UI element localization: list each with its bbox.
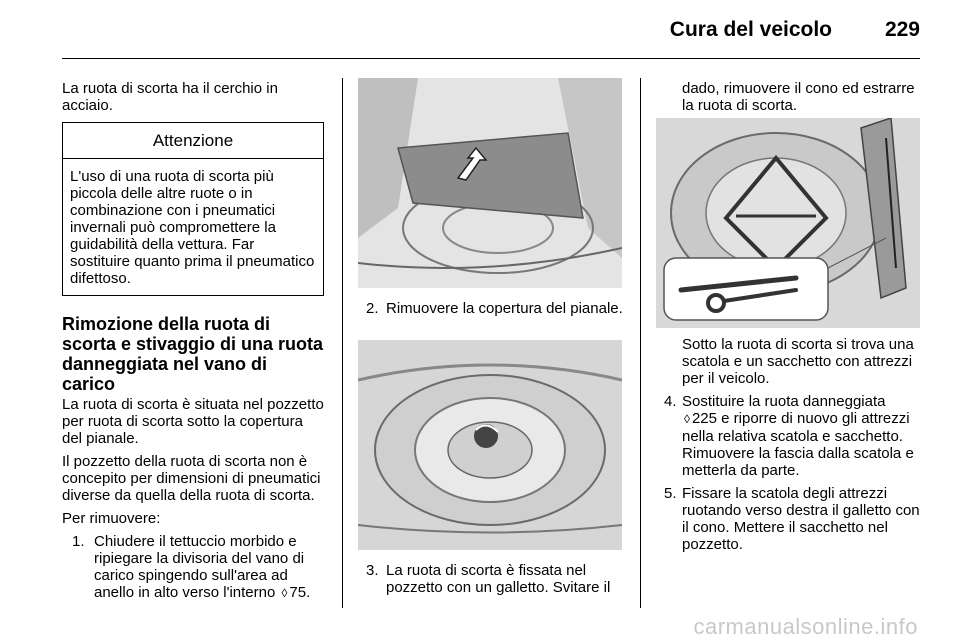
page-reference[interactable]: 75. <box>289 584 311 601</box>
paragraph: Il pozzetto della ruota di scorta non è concepito per dimensioni di pneumatici diverse da quella della ruota di scorta. <box>62 453 321 504</box>
tool-box-illustration <box>656 118 920 328</box>
figure-spare-wheel-well <box>358 340 622 550</box>
step-text: Chiudere il tettuccio morbido e ripiegare la divisoria del vano di carico spingendo sull'area ad anello in alto verso l'interno ◊ 75. <box>94 533 311 601</box>
figure-tool-box <box>656 118 920 328</box>
step-text: Fissare la scatola degli attrezzi ruotando verso destra il galletto con il cono. Mettere il sacchetto nel pozzetto. <box>682 485 920 553</box>
intro-paragraph: La ruota di scorta ha il cerchio in acciaio. <box>62 80 278 114</box>
column-divider <box>640 78 641 608</box>
column-middle-step2 <box>366 300 628 323</box>
warning-body: L'uso di una ruota di scorta più piccola delle altre ruote o in combinazione con i pneumatici invernali può compromettere la guidabilità della vettura. Far sostituire quanto prima il pneumatico difettoso. <box>70 168 315 287</box>
reference-arrow-icon[interactable]: ◊ <box>684 412 690 426</box>
step-number: 4. <box>664 393 677 410</box>
step-text: La ruota di scorta è fissata nel pozzetto con un galletto. Svitare il <box>386 562 611 596</box>
step-number: 2. <box>366 300 379 317</box>
paragraph: La ruota di scorta è situata nel pozzetto per ruota di scorta sotto la copertura del pianale. <box>62 396 324 447</box>
step-2 <box>366 300 628 317</box>
figure-caption: Sotto la ruota di scorta si trova una scatola e un sacchetto con attrezzi per il veicolo. <box>682 336 914 387</box>
step-number: 3. <box>366 562 379 579</box>
step-number: 1. <box>72 533 85 550</box>
column-right-step3-cont <box>682 80 922 120</box>
header-rule <box>62 58 920 59</box>
warning-box <box>62 122 324 296</box>
reference-arrow-icon[interactable]: ◊ <box>281 586 288 600</box>
page-number: 229 <box>884 18 920 41</box>
step-number: 5. <box>664 485 677 502</box>
column-divider <box>342 78 343 608</box>
column-right-text <box>664 336 922 559</box>
paragraph: Per rimuovere: <box>62 510 161 527</box>
column-left <box>62 80 324 608</box>
step-text: Sostituire la ruota danneggiata ◊ 225 e riporre di nuovo gli attrezzi nella relativa scatola e sacchetto. Rimuovere la fascia dalla scatola e metterla da parte. <box>682 393 914 479</box>
step-1 <box>62 533 324 602</box>
spare-wheel-illustration <box>358 340 622 550</box>
chapter-title: Cura del veicolo <box>669 18 832 41</box>
step-3 <box>366 562 628 596</box>
watermark: carmanualsonline.info <box>693 614 918 639</box>
figure-cargo-floor-cover <box>358 78 622 288</box>
page-reference[interactable]: 225 <box>691 410 717 427</box>
cargo-floor-illustration <box>358 78 622 288</box>
section-heading: Rimozione della ruota di scorta e stivaggio di una ruota danneggiata nel vano di carico <box>62 314 324 394</box>
step-4 <box>664 393 922 479</box>
step-5 <box>664 485 922 553</box>
column-middle-step3 <box>366 562 628 602</box>
warning-title: Attenzione <box>63 123 323 159</box>
step-text: Rimuovere la copertura del pianale. <box>386 300 623 317</box>
step-3-continued: dado, rimuovere il cono ed estrarre la ruota di scorta. <box>682 80 915 114</box>
